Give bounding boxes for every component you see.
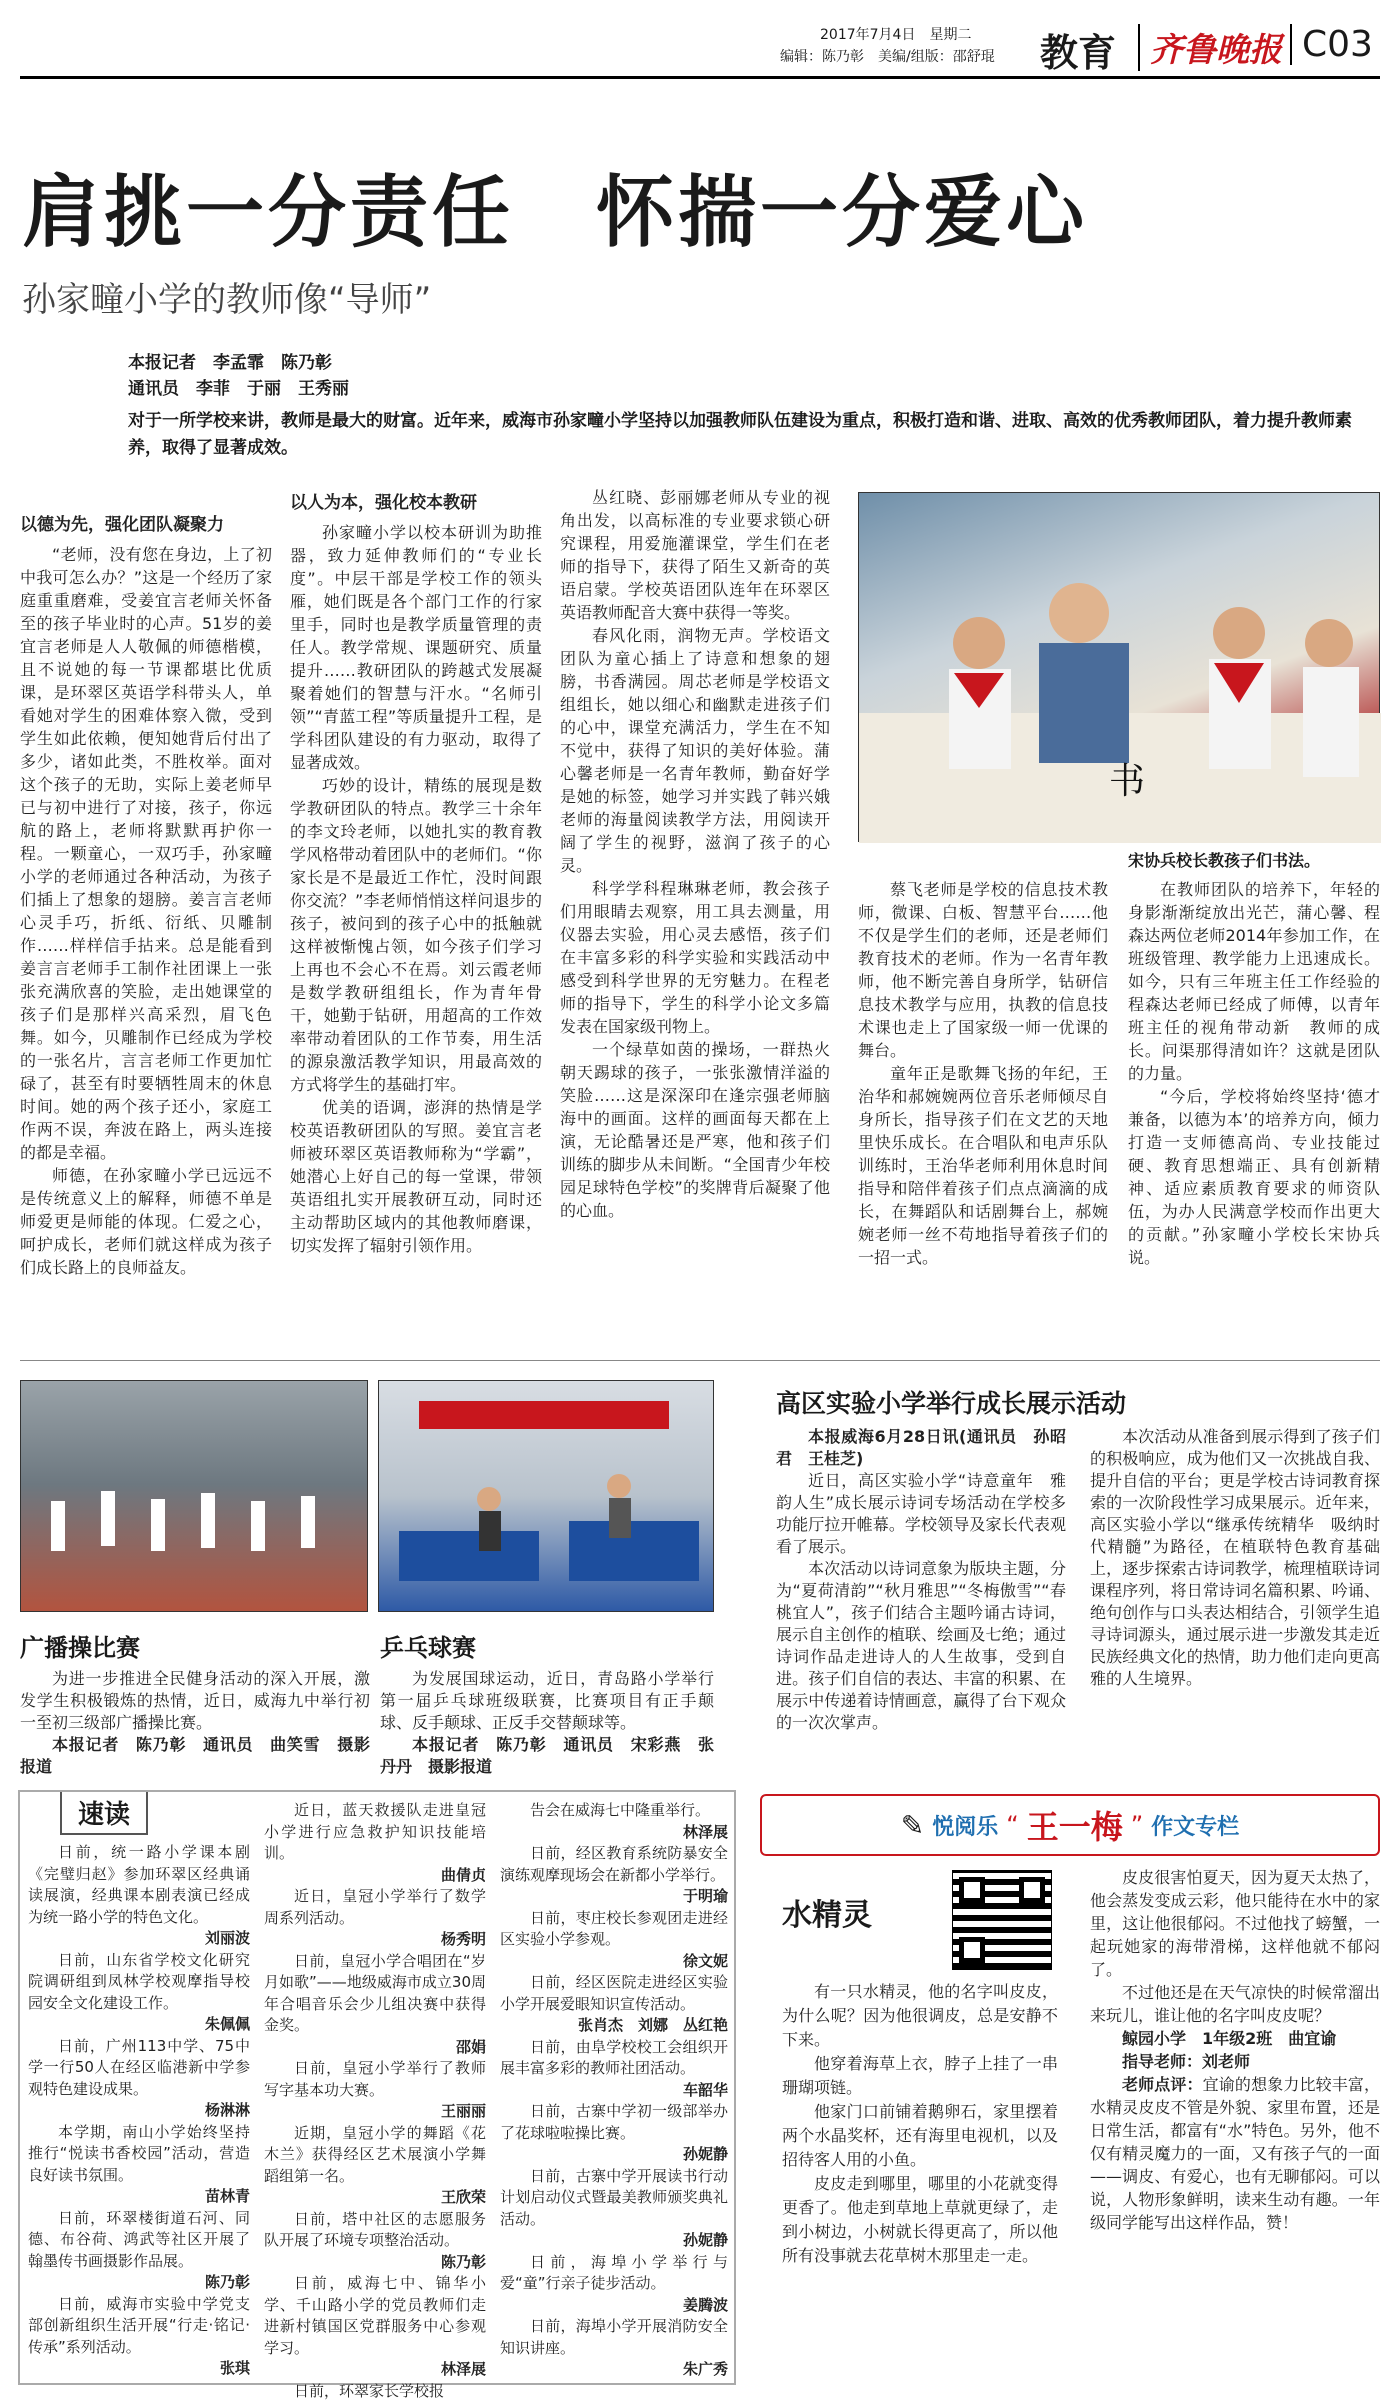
brief-author: 王欣荣 xyxy=(264,2187,486,2209)
article-paragraph: 丛红晓、彭丽娜老师从专业的视角出发，以高标准的专业要求锁心研究课程，用爱施灌课堂，学生们在老师的指导下，获得了陌生又新奇的英语启蒙。学校英语团队连年在环翠区英语教师配音大赛中获得一等奖。 xyxy=(560,486,830,624)
article-paragraph: 蔡飞老师是学校的信息技术教师，微课、白板、智慧平台……他不仅是学生们的老师，还是老师们教育技术的老师。作为一名青年教师，他不断完善自身所学，钻研信息技术教学与应用，执教的信息技术课也走上了国家级一师一优课的舞台。 xyxy=(858,878,1108,1062)
brief-author: 王丽丽 xyxy=(264,2101,486,2123)
pingpong-title: 乒乓球赛 xyxy=(380,1628,476,1663)
pingpong-author: 本报记者 陈乃彰 通讯员 宋彩燕 张丹丹 摄影报道 xyxy=(380,1734,714,1778)
article-paragraph: 科学学科程琳琳老师，教会孩子们用眼睛去观察，用工具去测量，用仪器去实验，用心灵去感悟，孩子们在丰富多彩的科学实验和实践活动中感受到科学世界的无穷魅力。在程老师的指导下，学生的科学小论文多篇发表在国家级刊物上。 xyxy=(560,877,830,1038)
top-rule xyxy=(20,76,1380,79)
brief-item: 日前，环翠楼街道石河、同德、布谷荷、鸿武等社区开展了翰墨传书画摄影作品展。 xyxy=(28,2208,250,2273)
growth-col-2 xyxy=(1090,1426,1380,1778)
svg-text:书: 书 xyxy=(1109,761,1145,802)
byline xyxy=(128,350,349,402)
brief-author: 杨秀明 xyxy=(264,1929,486,1951)
lead-paragraph: 对于一所学校来讲，教师是最大的财富。近年来，威海市孙家疃小学坚持以加强教师队伍建设为重点，积极打造和谐、进取、高效的优秀教师团队，着力提升教师素养，取得了显著成效。 xyxy=(128,408,1378,462)
comment-label: 老师点评： xyxy=(1122,2075,1203,2094)
article-paragraph: 春风化雨，润物无声。学校语文团队为童心插上了诗意和想象的翅膀，书香满园。周芯老师是学校语文组组长，她以细心和幽默走进孩子们的心中，课堂充满活力，学生在不知不觉中，获得了知识的美好体验。蒲心馨老师是一名青年教师，勤奋好学是她的标签，她学习并实践了韩兴娥老师的海量阅读教学方法，用阅读开阔了学生的视野，滋润了孩子的心灵。 xyxy=(560,624,830,877)
brief-author: 朱广秀 xyxy=(500,2359,728,2381)
growth-dateline: 本报威海6月28日讯(通讯员 孙昭君 王桂芝) xyxy=(776,1426,1066,1470)
brief-author: 徐文妮 xyxy=(500,1951,728,1973)
growth-p1: 近日，高区实验小学“诗意童年 雅韵人生”成长展示诗词专场活动在学校多功能厅拉开帷幕。学校领导及家长代表观看了展示。 xyxy=(776,1470,1066,1558)
brief-author: 朱佩佩 xyxy=(28,2014,250,2036)
subhead-virtue: 以德为先，强化团队凝聚力 xyxy=(20,514,272,537)
pen-icon: ✎ xyxy=(901,1809,924,1842)
qr-code-icon xyxy=(952,1870,1052,1970)
growth-col-1 xyxy=(776,1426,1066,1778)
brief-list xyxy=(500,1800,728,2381)
masthead-staff: 编辑：陈乃彰 美编/组版：邵舒琨 xyxy=(780,46,995,66)
brief-item: 近期，皇冠小学的舞蹈《花木兰》获得经区艺术展演小学舞蹈组第一名。 xyxy=(264,2123,486,2188)
growth-title: 高区实验小学举行成长展示活动 xyxy=(776,1384,1126,1420)
brief-item: 近日，蓝天救援队走进皇冠小学进行应急救护知识技能培训。 xyxy=(264,1800,486,1865)
paper-logo: 齐鲁晚报 xyxy=(1138,24,1282,71)
article-paragraph: 孙家疃小学以校本研训为助推器，致力延伸教师们的“专业长度”。中层干部是学校工作的领头雁，她们既是各个部门工作的行家里手，同时也是教学质量管理的责任人。教学常规、课题研究、质量提升……教研团队的跨越式发展凝聚着她们的智慧与汗水。“名师引领”“青蓝工程”等质量提升工程，是学科团队建设的有力驱动，取得了显著成效。 xyxy=(290,521,542,774)
brief-author: 孙妮静 xyxy=(500,2144,728,2166)
photo-caption: 宋协兵校长教孩子们书法。 xyxy=(1128,848,1320,871)
photo-scene xyxy=(859,493,1381,843)
article-paragraph: “老师，没有您在身边，上了初中我可怎么办？”这是一个经历了家庭重重磨难，受姜宜言老师关怀备至的孩子毕业时的心声。51岁的姜宜言老师是人人敬佩的师德楷模，且不说她的每一节课都堪比优质课，是环翠区英语学科带头人，单看她对学生的困难体察入微，受到学生如此依赖，便知她背后付出了多少，诸如此类，不胜枚举。面对这个孩子的无助，实际上姜老师早已与初中进行了对接，孩子，你远航的路上，老师将默默再护你一程。一颗童心，一双巧手，孙家疃小学的老师通过各种活动，为孩子们插上了想象的翅膀。姜言言老师心灵手巧，折纸、衍纸、贝雕制作……样样信手拈来。总是能看到姜言言老师手工制作社团课上一张张充满欣喜的笑脸，走出她课堂的孩子们是那样兴高采烈，眉飞色舞。如今，贝雕制作已经成为学校的一张名片，言言老师工作更加忙碌了，甚至有时要牺牲周末的休息时间。她的两个孩子还小，家庭工作两不误，奔波在路上，两头连接的都是幸福。 xyxy=(20,543,272,1164)
pingpong-story xyxy=(380,1668,714,1778)
page-title: 肩挑一分责任 怀揣一分爱心 xyxy=(22,150,1088,262)
brief-item: 日前，古寨中学开展读书行动计划启动仪式暨最美教师颁奖典礼活动。 xyxy=(500,2166,728,2231)
brief-author: 林泽展 xyxy=(500,1822,728,1844)
brief-item: 日前，皇冠小学合唱团在“岁月如歌”——地级威海市成立30周年合唱音乐会少儿组决赛中获得金奖。 xyxy=(264,1951,486,2037)
essay-paragraph: 皮皮走到哪里，哪里的小花就变得更香了。他走到草地上草就更绿了，走到小树边，小树就长得更高了，所以他所有没事就去花草树木那里走一走。 xyxy=(782,2172,1058,2268)
brief-author: 陈乃彰 xyxy=(264,2252,486,2274)
brief-author: 刘丽波 xyxy=(28,1928,250,1950)
essay-col-1 xyxy=(782,1980,1058,2385)
brief-item: 日前，经区教育系统防暴安全演练观摩现场会在新都小学举行。 xyxy=(500,1843,728,1886)
brief-item: 近日，皇冠小学举行了数学周系列活动。 xyxy=(264,1886,486,1929)
page-number: C03 xyxy=(1290,24,1373,65)
brief-item: 日前，枣庄校长参观团走进经区实验小学参观。 xyxy=(500,1908,728,1951)
essay-banner-pre: 悦阅乐 xyxy=(932,1810,998,1841)
comment-text: 宜谕的想象力比较丰富，水精灵皮皮不管是外貌、家里布置，还是日常生活，都富有“水”特色。另外，他不仅有精灵魔力的一面，又有孩子气的一面——调皮、有爱心，也有无聊郁闷。可以说，人物形象鲜明，读来生动有趣。一年级同学能写出这样作品，赞！ xyxy=(1090,2075,1380,2232)
article-paragraph: 优美的语调，澎湃的热情是学校英语教研团队的写照。姜宜言老师被环翠区英语教师称为“学霸”，她潜心上好自己的每一堂课，带领英语组扎实开展教研互动，同时还主动帮助区域内的其他教师磨课，切实发挥了辐射引领作用。 xyxy=(290,1096,542,1257)
brief-item: 日前，威海市实验中学党支部创新组织生活开展“行走·铭记·传承”系列活动。 xyxy=(28,2294,250,2359)
brief-author: 张肖杰 刘娜 丛红艳 xyxy=(500,2015,728,2037)
brief-item: 日前，由阜学校校工会组织开展丰富多彩的教师社团活动。 xyxy=(500,2037,728,2080)
essay-paragraph: 有一只水精灵，他的名字叫皮皮，为什么呢？因为他很调皮，总是安静不下来。 xyxy=(782,1980,1058,2052)
brief-item: 日前，海埠小学举行与爱“童”行亲子徒步活动。 xyxy=(500,2252,728,2295)
speed-read-title: 速读 xyxy=(60,1792,148,1835)
brief-author: 曲倩贞 xyxy=(264,1865,486,1887)
page-subtitle: 孙家疃小学的教师像“导师” xyxy=(22,272,431,321)
essay-paragraph: 不过他还是在天气凉快的时候常溜出来玩儿，谁让他的名字叫皮皮呢？ xyxy=(1090,1981,1380,2027)
subhead-research: 以人为本，强化校本教研 xyxy=(290,492,542,515)
brief-author: 姜腾波 xyxy=(500,2295,728,2317)
brief-item: 日前，海埠小学开展消防安全知识讲座。 xyxy=(500,2316,728,2359)
brief-item: 日前，环翠家长学校报 xyxy=(264,2381,486,2402)
essay-banner-name: 王一梅 xyxy=(1027,1802,1123,1848)
brief-item: 本学期，南山小学始终坚持推行“悦读书香校园”活动，营造良好读书氛围。 xyxy=(28,2122,250,2187)
brief-author: 杨淋淋 xyxy=(28,2100,250,2122)
article-col-1 xyxy=(20,508,272,1348)
pingpong-body: 为发展国球运动，近日，青岛路小学举行第一届乒乓球班级联赛，比赛项目有正手颠球、反手颠球、正反手交替颠球等。 xyxy=(380,1668,714,1734)
essay-paragraph: 皮皮很害怕夏天，因为夏天太热了，他会蒸发变成云彩，他只能待在水中的家里，这让他很郁闷。不过他找了螃蟹，一起玩她家的海带滑梯，这样他就不郁闷了。 xyxy=(1090,1866,1380,1981)
article-paragraph: 在教师团队的培养下，年轻的身影渐渐绽放出光芒，蒲心馨、程森达两位老师2014年参加工作，在班级管理、教学能力上迅速成长。如今，只有三年班主任工作经验的程森达老师已经成了师傅，以青年班主任的视角带动新 教师的成长。问渠那得清如许？这就是团队的力量。 xyxy=(1128,878,1380,1085)
brief-author: 车韶华 xyxy=(500,2080,728,2102)
brief-author: 孙妮静 xyxy=(500,2230,728,2252)
article-paragraph: 巧妙的设计，精练的展现是数学教研团队的特点。教学三十余年的李文玲老师，以她扎实的教育教学风格带动着团队中的老师们。“你家长是不是最近工作忙，没时间跟你交流？”李老师悄悄这样问退步的孩子，被问到的孩子心中的抵触就这样被惭愧占领，如今孩子们学习上再也不会心不在焉。刘云霞老师是数学教研组组长，作为青年骨干，她勤于钻研，用超高的工作效率带动着团队的工作节奏，用生活的源泉激活教学知识，用最高效的方式将学生的基础打牢。 xyxy=(290,774,542,1096)
article-paragraph: 童年正是歌舞飞扬的年纪，王治华和郝婉婉两位音乐老师倾尽自身所长，指导孩子们在文艺的天地里快乐成长。在合唱队和电声乐队训练时，王治华老师利用休息时间指导和陪伴着孩子们点点滴滴的成长，在舞蹈队和话剧舞台上，郝婉婉老师一丝不苟地指导着孩子们的一招一式。 xyxy=(858,1062,1108,1269)
byline-reporters: 本报记者 李孟霏 陈乃彰 xyxy=(128,350,349,376)
essay-banner-post: 作文专栏 xyxy=(1151,1810,1239,1841)
photo-pingpong xyxy=(378,1380,714,1612)
article-col-2 xyxy=(290,486,542,1348)
essay-teacher: 指导老师：刘老师 xyxy=(1090,2050,1380,2073)
essay-banner xyxy=(760,1794,1380,1856)
byline-correspondents: 通讯员 李菲 于丽 王秀丽 xyxy=(128,376,349,402)
article-paragraph: 一个绿草如茵的操场，一群热火朝天踢球的孩子，一张张激情洋溢的笑脸……这是深深印在逢宗强老师脑海中的画面。这样的画面每天都在上演，无论酷暑还是严寒，他和孩子们训练的脚步从未间断。“全国青少年校园足球特色学校”的奖牌背后凝聚了他的心血。 xyxy=(560,1038,830,1222)
mid-rule xyxy=(20,1360,1380,1361)
brief-author: 邵娟 xyxy=(264,2037,486,2059)
exercise-body: 为进一步推进全民健身活动的深入开展，激发学生积极锻炼的热情，近日，威海九中举行初一至初三级部广播操比赛。 xyxy=(20,1668,370,1734)
essay-col-2 xyxy=(1090,1866,1380,2385)
pingpong-scene xyxy=(379,1381,715,1613)
brief-item: 日前，古寨中学初一级部举办了花球啦啦操比赛。 xyxy=(500,2101,728,2144)
brief-list xyxy=(264,1800,486,2402)
quote-close: ” xyxy=(1131,1811,1143,1839)
brief-author: 苗林青 xyxy=(28,2186,250,2208)
brief-item: 日前，广州113中学、75中学一行50人在经区临港新中学参观特色建设成果。 xyxy=(28,2036,250,2101)
brief-item: 日前，皇冠小学举行了教师写字基本功大赛。 xyxy=(264,2058,486,2101)
exercise-author: 本报记者 陈乃彰 通讯员 曲笑雪 摄影报道 xyxy=(20,1734,370,1778)
article-col-4 xyxy=(858,878,1108,1348)
exercise-figures xyxy=(21,1381,369,1613)
brief-author: 林泽展 xyxy=(264,2359,486,2381)
exercise-story xyxy=(20,1668,370,1778)
speed-read-col-1 xyxy=(28,1842,250,2382)
section-name: 教育 xyxy=(1040,22,1116,77)
brief-item: 日前，统一路小学课本剧《完璧归赵》参加环翠区经典诵读展演，经典课本剧表演已经成为统一路小学的特色文化。 xyxy=(28,1842,250,1928)
brief-item: 日前，威海七中、锦华小学、千山路小学的党员教师们走进新村镇国区党群服务中心参观学习。 xyxy=(264,2273,486,2359)
article-paragraph: “今后，学校将始终坚持‘德才兼备，以德为本’的培养方向，倾力打造一支师德高尚、专业技能过硬、教育思想端正、具有创新精神、适应素质教育要求的师资队伍，为办人民满意学校而作出更大的贡献。”孙家疃小学校长宋协兵说。 xyxy=(1128,1085,1380,1269)
quote-open: “ xyxy=(1006,1811,1018,1839)
speed-read-col-2 xyxy=(264,1800,486,2382)
brief-author: 张琪 xyxy=(28,2358,250,2380)
masthead xyxy=(0,0,1395,70)
growth-p3: 本次活动从准备到展示得到了孩子们的积极响应，成为他们又一次挑战自我、提升自信的平台；更是学校古诗词教育探索的一次阶段性学习成果展示。近年来，高区实验小学以“继承传统精华 吸纳时代精髓”为路径，在植联特色教育基础上，逐步探索古诗词教学，梳理植联诗词课程序列，将日常诗词名篇积累、吟诵、绝句创作与口头表达相结合，引领学生追寻诗词源头，通过展示进一步激发其走近民族经典文化的热情，助力他们走向更高雅的人生境界。 xyxy=(1090,1426,1380,1690)
masthead-date: 2017年7月4日 星期二 xyxy=(820,24,971,44)
essay-comment xyxy=(1090,2073,1380,2234)
brief-author: 于明瑜 xyxy=(500,1886,728,1908)
essay-paragraph: 他家门口前铺着鹅卵石，家里摆着两个水晶奖杯，还有海里电视机，以及招待客人用的小鱼。 xyxy=(782,2100,1058,2172)
speed-read-col-3 xyxy=(500,1800,728,2382)
brief-list xyxy=(28,1842,250,2380)
article-col-3 xyxy=(560,486,830,1348)
brief-item: 日前，塔中社区的志愿服务队开展了环境专项整治活动。 xyxy=(264,2209,486,2252)
essay-title: 水精灵 xyxy=(782,1890,872,1934)
brief-author: 陈乃彰 xyxy=(28,2272,250,2294)
brief-item: 告会在威海七中隆重举行。 xyxy=(500,1800,728,1822)
article-paragraph: 师德，在孙家疃小学已远远不是传统意义上的解释，师德不单是师爱更是师能的体现。仁爱之心，呵护成长，老师们就这样成为孩子们成长路上的良师益友。 xyxy=(20,1164,272,1279)
photo-exercise xyxy=(20,1380,368,1612)
article-col-5 xyxy=(1128,878,1380,1348)
brief-item: 日前，山东省学校文化研究院调研组到凤林学校观摩指导校园安全文化建设工作。 xyxy=(28,1950,250,2015)
essay-paragraph: 他穿着海草上衣，脖子上挂了一串珊瑚项链。 xyxy=(782,2052,1058,2100)
brief-item: 日前，经区医院走进经区实验小学开展爱眼知识宣传活动。 xyxy=(500,1972,728,2015)
essay-school: 鲸园小学 1年级2班 曲宜谕 xyxy=(1090,2027,1380,2050)
growth-p2: 本次活动以诗词意象为版块主题，分为“夏荷清韵”“秋月雅思”“冬梅傲雪”“春桃宜人”，孩子们结合主题吟诵古诗词，展示自主创作的植联、绘画及七绝；通过诗词作品走进诗人的人生故事，受到自进。孩子们自信的表达、丰富的积累、在展示中传递着诗情画意，赢得了台下观众的一次次掌声。 xyxy=(776,1558,1066,1734)
photo-calligraphy xyxy=(858,492,1380,842)
exercise-title: 广播操比赛 xyxy=(20,1628,140,1663)
